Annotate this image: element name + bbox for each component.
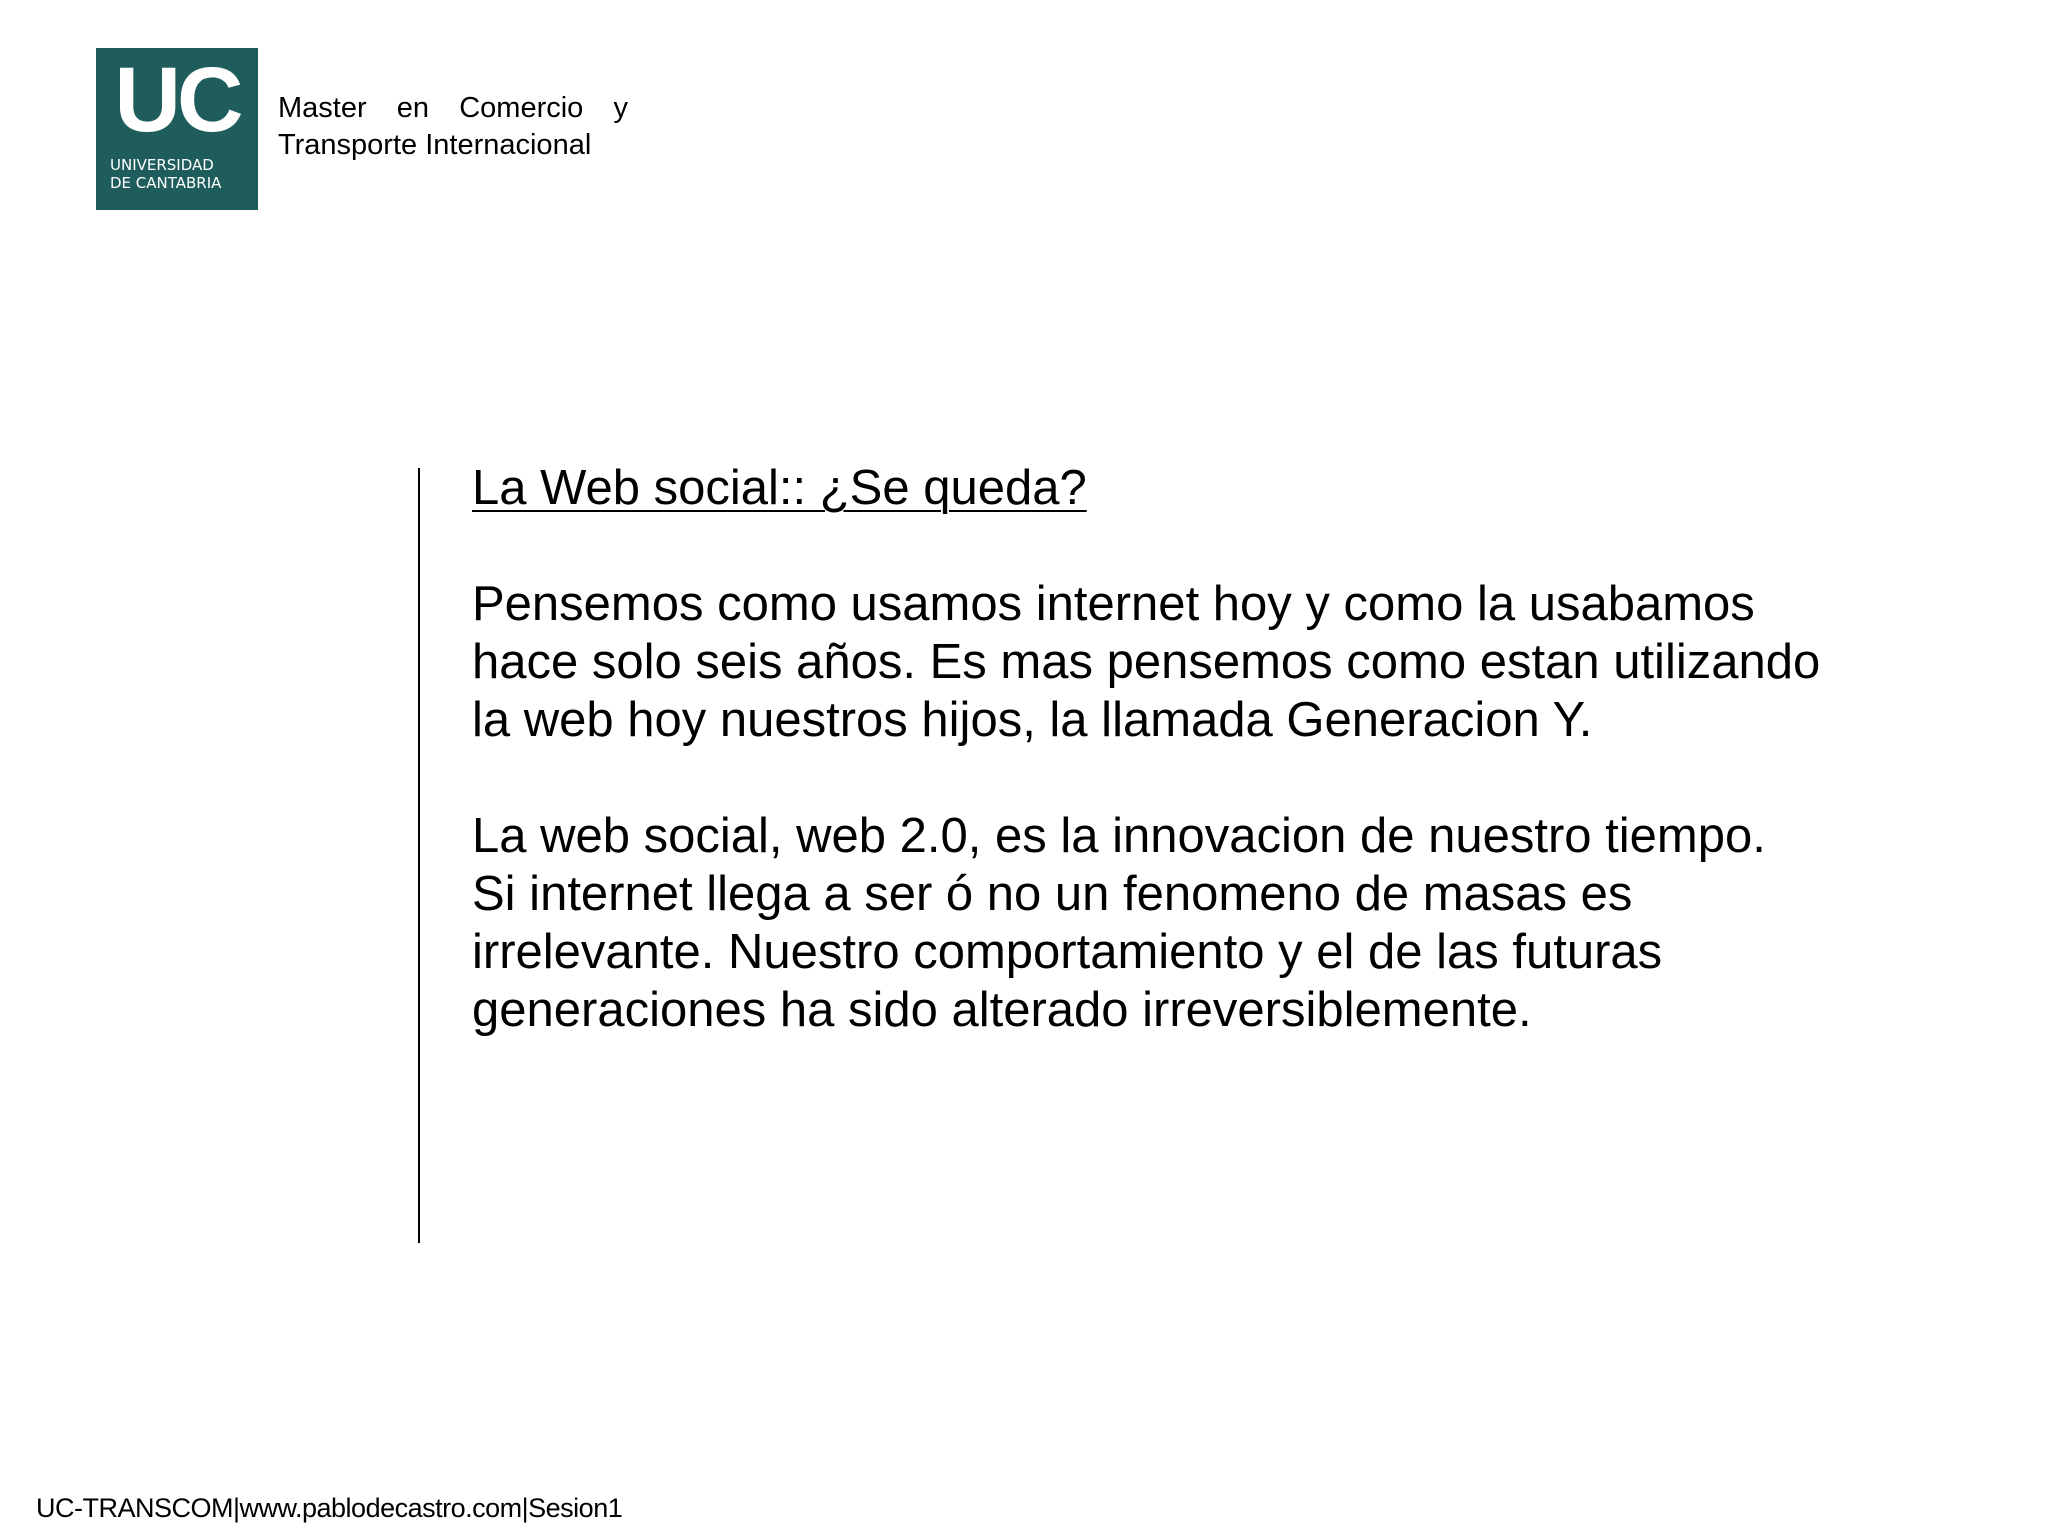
paragraph-2-line: generaciones ha sido alterado irreversiblemente. [472, 983, 1532, 1037]
slide-content [472, 459, 1992, 1097]
logo-university-name [110, 156, 221, 192]
paragraph-2-line: Si internet llega a ser ó no un fenomeno de masas es [472, 867, 1633, 921]
paragraph-2-line: irrelevante. Nuestro comportamiento y el de las futuras [472, 925, 1663, 979]
paragraph-1-line: la web hoy nuestros hijos, la llamada Generacion Y. [472, 693, 1593, 747]
university-logo [96, 48, 258, 210]
program-word: Comercio [459, 92, 584, 124]
paragraph-2-line: La web social, web 2.0, es la innovacion de nuestro tiempo. [472, 809, 1766, 863]
program-word: en [396, 92, 430, 124]
paragraph-1-line: hace solo seis años. Es mas pensemos como estan utilizando [472, 635, 1821, 689]
program-word: y [613, 92, 628, 124]
vertical-divider [418, 468, 420, 1243]
logo-uc-text: UC [114, 49, 240, 151]
paragraph-1 [472, 575, 1992, 749]
program-name [278, 90, 628, 164]
program-line1 [278, 90, 628, 127]
program-word: Master [278, 92, 367, 124]
logo-sub-line1: UNIVERSIDAD [110, 156, 214, 174]
paragraph-2 [472, 807, 1992, 1039]
logo-sub-line2: DE CANTABRIA [110, 174, 222, 192]
program-line2: Transporte Internacional [278, 129, 592, 161]
slide-title: La Web social:: ¿Se queda? [472, 461, 1087, 515]
paragraph-1-line: Pensemos como usamos internet hoy y como la usabamos [472, 577, 1755, 631]
footer: UC-TRANSCOM|www.pablodecastro.com|Sesion1 [36, 1493, 623, 1523]
